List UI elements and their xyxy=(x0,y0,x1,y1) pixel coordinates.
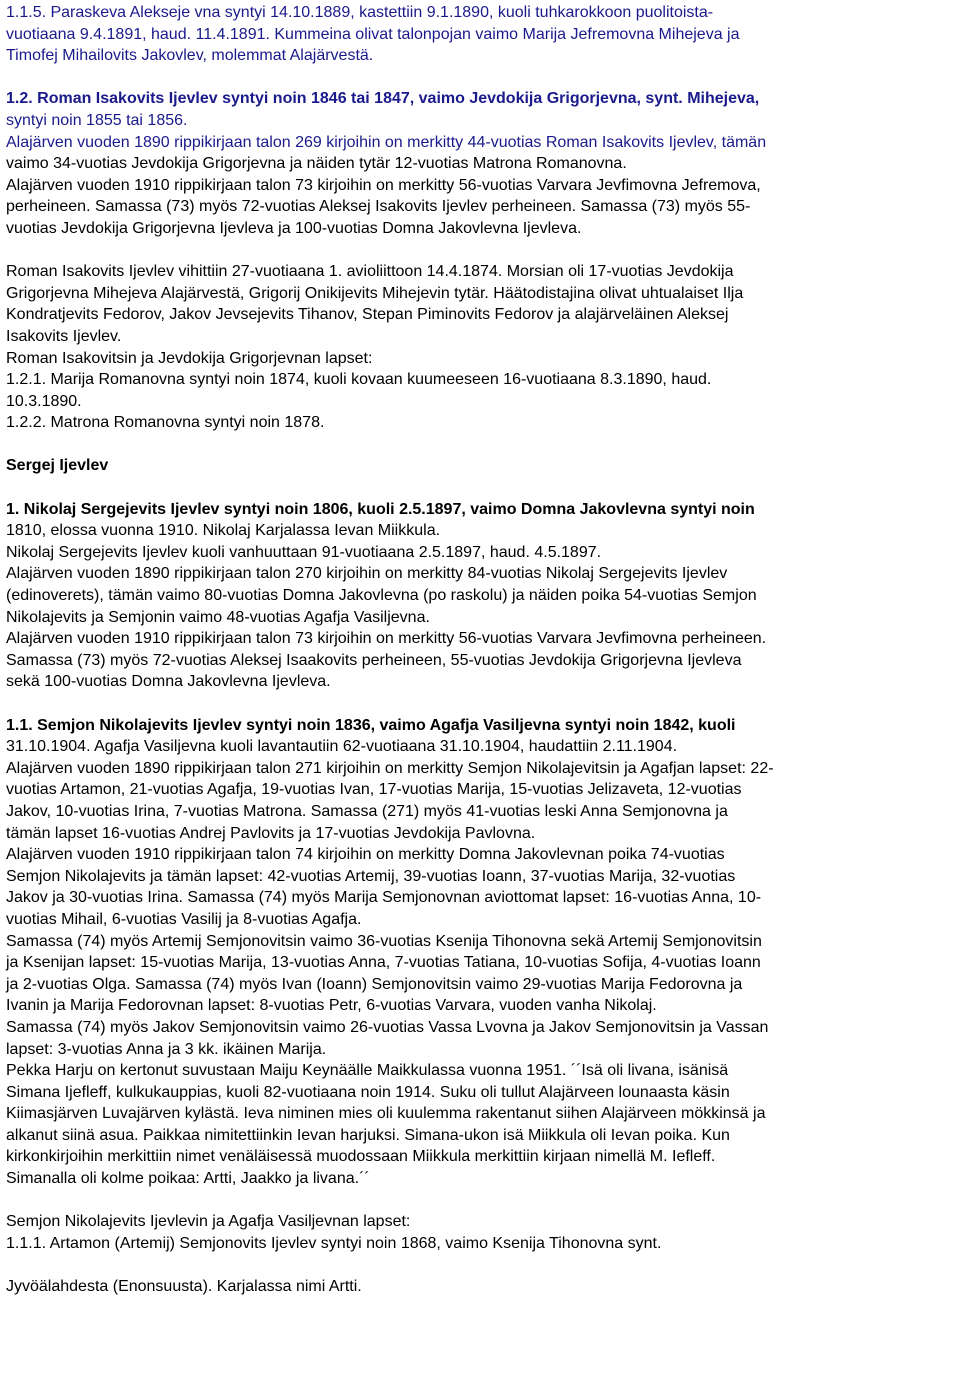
text-line: Semjon Nikolajevits ja tämän lapset: 42-vuotias Artemij, 39-vuotias Ioann, 37-vuotias Marija, 32-vuotias xyxy=(6,867,736,885)
text-line: Alajärven vuoden 1890 rippikirjaan talon 269 kirjoihin on merkitty 44-vuotias Roman Isakovits Ijevlev, tämän xyxy=(6,133,767,151)
text-line: 10.3.1890. xyxy=(6,392,82,410)
text-line: vuotias Jevdokija Grigorjevna Ijevleva ja 100-vuotias Domna Jakovlevna Ijevleva. xyxy=(6,219,582,237)
text-line: Kiimasjärven Luvajärven kylästä. Ieva niminen mies oli kuulemma rakentanut siihen Alajärveen mökkinsä ja xyxy=(6,1105,766,1123)
text-line: 1.1.1. Artamon (Artemij) Semjonovits Ijevlev syntyi noin 1868, vaimo Ksenija Tihonovna synt. xyxy=(6,1234,662,1252)
text-line: Pekka Harju on kertonut suvustaan Maiju Keynäälle Maikkulassa vuonna 1951. ´´Isä oli livana, isänisä xyxy=(6,1062,729,1080)
blank-line xyxy=(6,1254,954,1276)
section-heading: 1.1. Semjon Nikolajevits Ijevlev syntyi noin 1836, vaimo Agafja Vasiljevna syntyi noin 1842, kuoli xyxy=(6,716,736,734)
text-line: Roman Isakovits Ijevlev vihittiin 27-vuotiaana 1. avioliittoon 14.4.1874. Morsian oli 17-vuotias Jevdokija xyxy=(6,263,734,281)
text-line: vuotiaana 9.4.1891, haud. 11.4.1891. Kummeina olivat talonpojan vaimo Marija Jefremovna Mihejeva ja xyxy=(6,25,740,43)
blank-line xyxy=(6,693,954,715)
text-line: 1.1.5. Paraskeva Alekseje vna syntyi 14.10.1889, kastettiin 9.1.1890, kuoli tuhkarokkoon puolitoista- xyxy=(6,4,714,21)
text-line: kirkonkirjoihin merkittiin nimet venäläisessä muodossaan Miikkula merkittiin kirjaan nimellä M. Iefleff. xyxy=(6,1148,716,1166)
text-line: Alajärven vuoden 1910 rippikirjaan talon 73 kirjoihin on merkitty 56-vuotias Varvara Jevfimovna Jefremova, xyxy=(6,176,761,194)
text-line: Isakovits Ijevlev. xyxy=(6,327,122,345)
text-line: Roman Isakovitsin ja Jevdokija Grigorjevnan lapset: xyxy=(6,349,373,367)
text-line: Samassa (74) myös Artemij Semjonovitsin vaimo 36-vuotias Ksenija Tihonovna sekä Artemij Semjonovitsin xyxy=(6,932,762,950)
text-line xyxy=(6,1319,954,1341)
text-line: Kondratjevits Fedorov, Jakov Jevsejevits Tihanov, Stepan Piminovits Fedorov ja alajärveläinen Aleksej xyxy=(6,306,729,324)
text-line: Timofej Mihailovits Jakovlev, molemmat Alajärvestä. xyxy=(6,47,374,65)
text-line: Simanalla oli kolme poikaa: Artti, Jaakko ja livana.´´ xyxy=(6,1170,370,1188)
text-line: 1.2.1. Marija Romanovna syntyi noin 1874, kuoli kovaan kuumeeseen 16-vuotiaana 8.3.1890, haud. xyxy=(6,371,712,389)
text-line: Ivanin ja Marija Fedorovnan lapset: 8-vuotias Petr, 6-vuotias Varvara, vuoden vanha Nikolaj. xyxy=(6,997,657,1015)
section-heading: 1. Nikolaj Sergejevits Ijevlev syntyi noin 1806, kuoli 2.5.1897, vaimo Domna Jakovlevna syntyi noin xyxy=(6,500,755,518)
blank-line xyxy=(6,477,954,499)
text-line: Samassa (73) myös 72-vuotias Aleksej Isaakovits perheineen, 55-vuotias Jevdokija Grigorjevna Ijevleva xyxy=(6,651,742,669)
text-line: vaimo 34-vuotias Jevdokija Grigorjevna ja näiden tytär 12-vuotias Matrona Romanovna. xyxy=(6,155,627,173)
text-line: Samassa (74) myös Jakov Semjonovitsin vaimo 26-vuotias Vassa Lvovna ja Jakov Semjonovitsin ja Vassan xyxy=(6,1018,769,1036)
section-heading: Sergej Ijevlev xyxy=(6,457,109,475)
text-line: vuotias Mihail, 6-vuotias Vasilij ja 8-vuotias Agafja. xyxy=(6,910,362,928)
text-line: ja 2-vuotias Olga. Samassa (74) myös Ivan (Ioann) Semjonovitsin vaimo 29-vuotias Marija Fedorovna ja xyxy=(6,975,743,993)
text-line: Jakov, 10-vuotias Irina, 7-vuotias Matrona. Samassa (271) myös 41-vuotias leski Anna Semjonovna ja xyxy=(6,802,728,820)
text-line: Alajärven vuoden 1890 rippikirjaan talon 271 kirjoihin on merkitty Semjon Nikolajevitsin ja Agafjan lapset: 22- xyxy=(6,759,774,777)
text-line: Nikolaj Sergejevits Ijevlev kuoli vanhuuttaan 91-vuotiaana 2.5.1897, haud. 4.5.1897. xyxy=(6,543,602,561)
text-line: Simana Ijefleff, kulkukauppias, kuoli 82-vuotiaana noin 1914. Suku oli tullut Alajärveen lounaasta käsin xyxy=(6,1083,730,1101)
text-line: Alajärven vuoden 1910 rippikirjaan talon 73 kirjoihin on merkitty 56-vuotias Varvara Jevfimovna perheineen. xyxy=(6,630,767,648)
blank-line xyxy=(6,434,954,456)
text-line: Nikolajevits ja Semjonin vaimo 48-vuotias Agafja Vasiljevna. xyxy=(6,608,430,626)
text-line: Semjon Nikolajevits Ijevlevin ja Agafja Vasiljevnan lapset: xyxy=(6,1213,411,1231)
section-heading: 1.2. Roman Isakovits Ijevlev syntyi noin 1846 tai 1847, vaimo Jevdokija Grigorjevna, synt. Mihejeva, xyxy=(6,90,760,108)
text-line: Grigorjevna Mihejeva Alajärvestä, Grigorij Onikijevits Mihejevin tytär. Häätodistajina olivat uhtualaiset Ilja xyxy=(6,284,744,302)
text-line: Jyvöälahdesta (Enonsuusta). Karjalassa nimi Artti. xyxy=(6,1278,362,1296)
text-line: perheineen. Samassa (73) myös 72-vuotias Aleksej Isakovits Ijevlev perheineen. Samassa (73) myös 55- xyxy=(6,198,751,216)
text-line: 31.10.1904. Agafja Vasiljevna kuoli lavantautiin 62-vuotiaana 31.10.1904, haudattiin 2.11.1904. xyxy=(6,738,678,756)
text-line: lapset: 3-vuotias Anna ja 3 kk. ikäinen Marija. xyxy=(6,1040,327,1058)
text-line: Alajärven vuoden 1890 rippikirjaan talon 270 kirjoihin on merkitty 84-vuotias Nikolaj Sergejevits Ijevlev xyxy=(6,565,728,583)
text-line: syntyi noin 1855 tai 1856. xyxy=(6,111,188,129)
text-line: 1.2.2. Matrona Romanovna syntyi noin 1878. xyxy=(6,414,325,432)
text-line xyxy=(6,1341,954,1363)
text-line: sekä 100-vuotias Domna Jakovlevna Ijevleva. xyxy=(6,673,331,691)
section-heading xyxy=(6,1298,954,1320)
text-line: Alajärven vuoden 1910 rippikirjaan talon 74 kirjoihin on merkitty Domna Jakovlevnan poika 74-vuotias xyxy=(6,846,725,864)
blank-line xyxy=(6,240,954,262)
blank-line xyxy=(6,67,954,89)
text-line xyxy=(6,1190,954,1212)
text-line: tämän lapset 16-vuotias Andrej Pavlovits ja 17-vuotias Jevdokija Pavlovna. xyxy=(6,824,536,842)
text-line: Jakov ja 30-vuotias Irina. Samassa (74) myös Marija Semjonovnan aviottomat lapset: 16-vuotias Anna, 10- xyxy=(6,889,762,907)
text-line: vuotias Artamon, 21-vuotias Agafja, 19-vuotias Ivan, 17-vuotias Marija, 15-vuotias Jelizaveta, 12-vuotias xyxy=(6,781,742,799)
text-line: ja Ksenijan lapset: 15-vuotias Marija, 13-vuotias Anna, 7-vuotias Tatiana, 10-vuotias Sofija, 4-vuotias Ioann xyxy=(6,954,761,972)
text-line: (edinoverets), tämän vaimo 80-vuotias Domna Jakovlevna (po raskolu) ja näiden poika 54-vuotias Semjon xyxy=(6,587,757,605)
text-line: alkanut siinä asua. Paikkaa nimitettiinkin Ievan harjuksi. Simana-ukon isä Miikkula oli Ievan poika. Kun xyxy=(6,1126,730,1144)
text-line: 1810, elossa vuonna 1910. Nikolaj Karjalassa Ievan Miikkula. xyxy=(6,522,441,540)
